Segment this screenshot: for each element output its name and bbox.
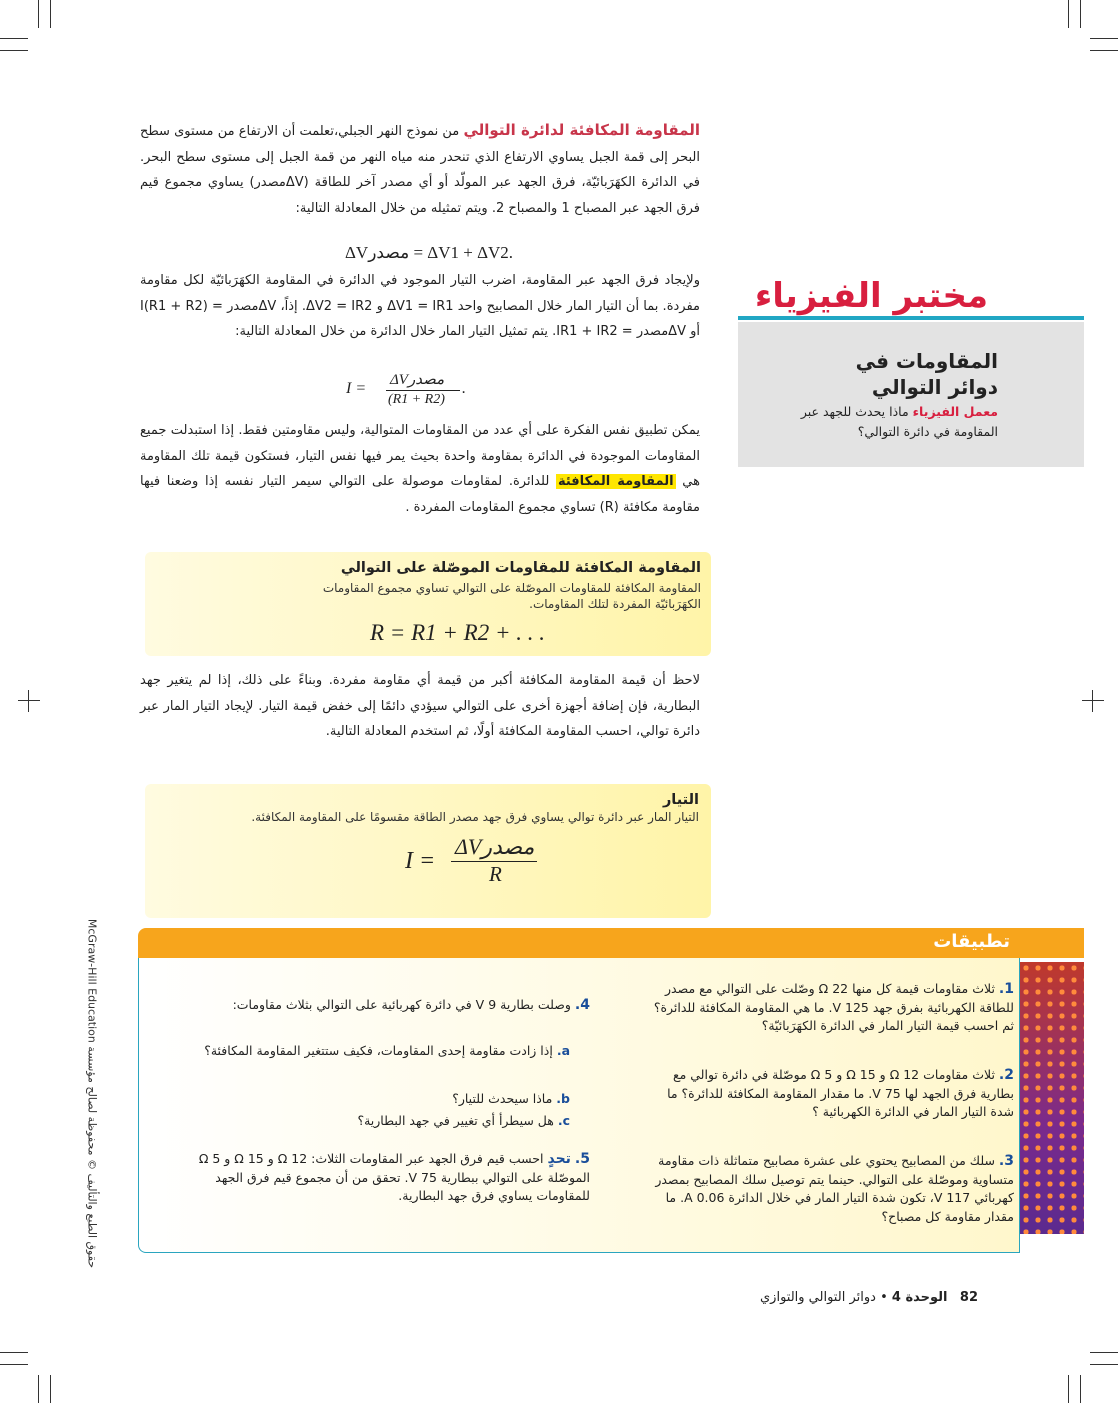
problem-number: 5.	[574, 1151, 590, 1167]
problem-text: ثلاث مقاومات قيمة كل منها 22 Ω وصّلت على التوالي مع مصدر للطاقة الكهربائية بفرق جهد 125 V. ما هي المقاومة المكافئة للدائرة؟ ثم احسب قيمة التيار المار في الدائرة الكهَرَبائيّة؟	[653, 981, 1014, 1033]
unit-label: الوحدة 4	[891, 1290, 948, 1305]
crop-mark	[1092, 690, 1093, 712]
crop-mark	[50, 1375, 51, 1403]
problem-number: 2.	[998, 1067, 1014, 1083]
lab-divider	[738, 316, 1084, 320]
equation-lhs: I =	[405, 848, 436, 874]
problem-4c	[200, 1112, 570, 1131]
copyright-notice: حقوق الطبع والتأليف © محفوظة لصالح مؤسسة McGraw-Hill Education	[85, 918, 99, 1269]
sub-text: ماذا سيحدث للتيار؟	[452, 1091, 553, 1106]
problem-4b	[200, 1090, 570, 1109]
crop-mark	[18, 700, 40, 701]
box-title: المقاومة المكافئة للمقاومات الموصّلة على التوالي	[340, 560, 701, 576]
sub-text: إذا زادت مقاومة إحدى المقاومات، فكيف ستتغير المقاومة المكافئة؟	[204, 1043, 553, 1058]
problem-text: سلك من المصابيح يحتوي على عشرة مصابيح متماثلة ذات مقاومة متساوية وموصّلة على التوالي. حينما يتم توصيل سلك المصابيح بمصدر كهربائي 117 V، تكون شدة التيار المار في خلال الدائرة 0.06 A. ما مقدار مقاومة كل مصباح؟	[655, 1153, 1014, 1224]
lab-question-block	[758, 402, 998, 442]
footer-bullet: •	[880, 1290, 888, 1305]
problem-1	[640, 980, 1014, 1036]
problem-3	[640, 1152, 1014, 1226]
box-equation: R = R1 + R2 + . . .	[370, 620, 545, 645]
intro-paragraph	[140, 118, 700, 221]
applications-header	[138, 928, 1084, 958]
equation-current-fraction	[346, 370, 466, 414]
page-number: 82	[959, 1290, 978, 1305]
problem-4a	[200, 1042, 570, 1061]
problem-number: 4.	[574, 997, 590, 1013]
problem-text: وصلت بطارية 9 V في دائرة كهربائية على التوالي بثلاث مقاومات:	[232, 997, 571, 1012]
crop-mark	[28, 690, 29, 712]
sub-text: هل سيطرأ أي تغيير في جهد البطارية؟	[357, 1113, 554, 1128]
equation-denominator: R	[489, 862, 502, 886]
lab-box	[738, 322, 1084, 467]
problem-2	[640, 1066, 1014, 1122]
problem-number: 3.	[998, 1153, 1014, 1169]
paragraph-voltage: ولإيجاد فرق الجهد عبر المقاومة، اضرب التيار الموجود في الدائرة في المقاومة الكهَرَبائيّة لكل مقاومة مفردة. بما أن التيار المار خلال المصابيح واحد ΔV1 = IR1 و ΔV2 = IR2. إذاً، ΔVمصدر = I(R1 + R2) أو ΔVمصدر = IR1 + IR2. يتم تمثيل التيار المار خلال الدائرة من خلال المعادلة التالية:	[140, 273, 700, 339]
crop-mark	[0, 50, 28, 51]
box-text: التيار المار عبر دائرة توالي يساوي فرق جهد مصدر الطاقة مقسومًا على المقاومة المكافئة.	[251, 810, 699, 824]
crop-mark	[1080, 1375, 1081, 1403]
equation-lhs: I =	[346, 380, 367, 397]
equation-voltage-sum: ΔVمصدر = ΔV1 + ΔV2.	[345, 243, 514, 262]
sub-letter: c.	[557, 1113, 570, 1128]
chapter-title: دوائر التوالي والتوازي	[760, 1290, 876, 1305]
box-title: التيار	[662, 792, 699, 808]
crop-mark	[1090, 1364, 1118, 1365]
intro-text: من نموذج النهر الجبلي،تعلمت أن الارتفاع من مستوى سطح البحر إلى قمة الجبل يساوي الارتفاع الذي تنحدر منه مياه النهر من قمة الجبل إلى مستوى سطح البحر. في الدائرة الكهَرَبائيّة، فرق الجهد عبر المولّد أو أي مصدر آخر للطاقة (ΔVمصدر) يساوي مجموع قيم فرق الجهد عبر المصباح 1 والمصباح 2. ويتم تمثيله من خلال المعادلة التالية:	[140, 124, 700, 216]
equation-numerator: ΔVمصدر	[455, 834, 535, 859]
sub-letter: a.	[556, 1043, 570, 1058]
text-before: يمكن تطبيق نفس الفكرة على أي عدد من المقاومات المتوالية، وليس مقاومتين فقط. إذا استبدلت جميع المقاومات الموجودة في الدائرة بمقاومة واحدة بحيث يمر فيها نفس التيار، فستكون قيمة تلك المقاومة هي	[140, 423, 700, 489]
paragraph-note: لاحظ أن قيمة المقاومة المكافئة أكبر من قيمة أي مقاومة مفردة. وبناءً على ذلك، إذا لم يتغير جهد البطارية، فإن إضافة أجهزة أخرى على التوالي سيؤدي دائمًا إلى خفض قيمة التيار. لإيجاد التيار المار عبر دائرة توالي، احسب المقاومة المكافئة أولًا، ثم استخدم المعادلة التالية.	[140, 673, 700, 739]
page-footer	[760, 1290, 978, 1305]
equation-numerator: ΔVمصدر	[390, 372, 445, 388]
crop-mark	[1068, 0, 1069, 28]
problem-text: ثلاث مقاومات 12 Ω و 15 Ω و 5 Ω موصّلة في دائرة توالي مع بطارية فرق الجهد لها 75 V. ما مقدار المقاومة المكافئة للدائرة؟ ما شدة التيار المار في الدائرة الكهربائية ؟	[667, 1067, 1014, 1119]
sub-letter: b.	[556, 1091, 570, 1106]
problem-text: احسب قيم فرق الجهد عبر المقاومات الثلاث: 12 Ω و 15 Ω و 5 Ω الموصّلة على التوالي ببطارية 75 V. تحقق من أن مجموع قيم فرق الجهد للمقاومات يساوي فرق جهد البطارية.	[198, 1151, 590, 1203]
problem-5	[184, 1150, 590, 1206]
section-heading: المقاومة المكافئة لدائرة التوالي	[463, 121, 700, 139]
lab-title: مختبر الفيزياء	[754, 276, 988, 316]
problem-number: 1.	[998, 981, 1014, 997]
definition-box-equivalent	[145, 552, 711, 656]
box-equation	[405, 834, 545, 886]
definition-box-current	[145, 784, 711, 918]
crop-mark	[38, 1375, 39, 1403]
crop-mark	[1080, 0, 1081, 28]
decorative-pattern	[1020, 962, 1084, 1234]
problem-4	[200, 996, 590, 1015]
equation-end: .	[462, 380, 466, 397]
crop-mark	[1090, 50, 1118, 51]
equation-denominator: (R1 + R2)	[388, 392, 445, 407]
challenge-label: تحدٍ	[547, 1151, 571, 1167]
crop-mark	[50, 0, 51, 28]
crop-mark	[0, 1352, 28, 1353]
crop-mark	[1068, 1375, 1069, 1403]
lab-question: ماذا يحدث للجهد عبر المقاومة في دائرة التوالي؟	[800, 404, 998, 439]
fraction-bar	[386, 390, 460, 391]
crop-mark	[38, 0, 39, 28]
crop-mark	[1090, 38, 1118, 39]
crop-mark	[0, 1364, 28, 1365]
paragraph-equivalent	[140, 418, 700, 520]
crop-mark	[1090, 1352, 1118, 1353]
applications-title: تطبيقات	[933, 931, 1010, 952]
box-text: المقاومة المكافئة للمقاومات الموصّلة على التوالي تساوي مجموع المقاومات الكهَرَبائيّة المفردة لتلك المقاومات.	[322, 581, 701, 611]
highlight-term: المقاومة المكافئة	[557, 474, 674, 489]
lab-label: معمل الفيزياء	[912, 404, 998, 419]
crop-mark	[0, 38, 28, 39]
text-after: للدائرة. لمقاومات موصولة على التوالي سيمر التيار نفسه إذا وضعنا فيها مقاومة مكافئة (R) تساوي مجموع المقاومات المفردة .	[140, 474, 700, 515]
lab-subtitle: المقاومات في دوائر التوالي	[855, 349, 998, 399]
crop-mark	[1082, 700, 1104, 701]
